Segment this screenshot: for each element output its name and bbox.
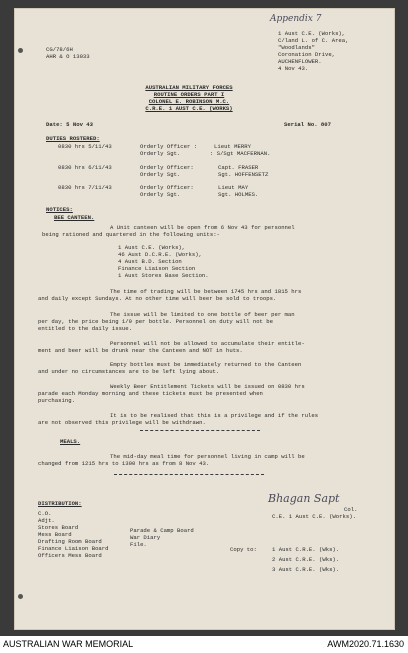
meals-text: The mid-day meal time for personnel living in camp will be — [110, 453, 305, 460]
duty-time: 0830 hrs 5/11/43 — [58, 143, 112, 150]
archive-footer — [0, 636, 408, 653]
signature-rank: Col. — [344, 506, 358, 513]
heading-line: COLONEL E. ROBINSON M.C. — [148, 98, 230, 105]
notice-text: Empty bottles must be immediately returned to the Canteen — [110, 361, 302, 368]
notice-text: The time of trading will be between 1745 hrs and 1815 hrs — [110, 288, 302, 295]
duty-role: Orderly Sgt. — [140, 150, 181, 157]
notice-text: Weekly Beer Entitlement Tickets will be issued on 0830 hrs — [110, 383, 305, 390]
notice-text: and under no circumstances are to be left lying about. — [38, 368, 220, 375]
unit-item: Finance Liaison Section — [118, 265, 196, 272]
address-line: Coronation Drive, — [278, 51, 336, 58]
copy-to-item: 3 Aust C.R.E. (Wks). — [272, 566, 340, 573]
unit-item: 1 Aust Stores Base Section. — [118, 272, 209, 279]
section-divider — [140, 430, 260, 431]
distribution-item: Finance Liaison Board — [38, 545, 109, 552]
duty-role: Orderly Officer: — [140, 164, 194, 171]
duty-name: Lieut MAY — [218, 184, 249, 191]
distribution-item: War Diary — [130, 534, 161, 541]
section-divider — [114, 474, 264, 475]
unit-item: 1 Aust C.E. (Works), — [118, 244, 186, 251]
address-line: 4 Nov 43. — [278, 65, 309, 72]
duty-name: Lieut MERRY — [214, 143, 251, 150]
distribution-heading: DISTRIBUTION: — [38, 500, 82, 507]
address-line: AUCHENFLOWER. — [278, 58, 322, 65]
serial-number: Serial No. 807 — [284, 121, 331, 128]
archive-source: AUSTRALIAN WAR MEMORIAL — [3, 639, 134, 649]
meals-heading: MEALS. — [60, 438, 81, 445]
order-date: Date: 5 Nov 43 — [46, 121, 93, 128]
notice-text: ment and beer will be drunk near the Canteen and NOT in huts. — [38, 347, 243, 354]
distribution-item: Stores Board — [38, 524, 79, 531]
notice-text: are not observed this privilege will be withdrawn. — [38, 419, 206, 426]
copy-to-label: Copy to: — [230, 546, 257, 553]
notice-text: purchasing. — [38, 397, 75, 404]
notice-text: The issue will be limited to one bottle of beer per man — [110, 311, 295, 318]
unit-item: 4 Aust B.D. Section — [118, 258, 182, 265]
duty-time: 0830 hrs 7/11/43 — [58, 184, 112, 191]
distribution-item: Parade & Camp Board — [130, 527, 194, 534]
distribution-item: File. — [130, 541, 147, 548]
unit-item: 46 Aust D.C.R.E. (Works), — [118, 251, 202, 258]
notice-text: and daily except Sundays. At no other time will beer be sold to troops. — [38, 295, 277, 302]
punch-hole — [18, 594, 23, 599]
duty-name: : S/Sgt MACFERNAN. — [210, 150, 271, 157]
punch-hole — [18, 48, 23, 53]
notice-text: entitled to the daily issue. — [38, 325, 132, 332]
archive-id: AWM2020.71.1630 — [327, 639, 404, 649]
notices-heading: NOTICES: — [46, 206, 73, 213]
handwritten-appendix-note: Appendix 7 — [270, 14, 322, 24]
duties-heading: DUTIES ROSTERED: — [46, 135, 100, 142]
signature-title: C.E. 1 Aust C.E. (Works). — [272, 513, 356, 520]
document-page — [14, 8, 395, 630]
ref-line-1: CG/78/6H — [46, 46, 73, 53]
duty-name: Capt. FRASER — [218, 164, 259, 171]
heading-line: AUSTRALIAN MILITARY FORCES — [145, 84, 233, 91]
distribution-item: Drafting Room Board — [38, 538, 102, 545]
notice-text: It is to be realised that this is a privilege and if the rules — [110, 412, 319, 419]
address-line: "Woodlands" — [278, 44, 315, 51]
distribution-item: Officers Mess Board — [38, 552, 102, 559]
duty-role: Orderly Sgt. — [140, 191, 181, 198]
copy-to-item: 2 Aust C.R.E. (Wks). — [272, 556, 340, 563]
notice-subheading: BEE CANTEEN. — [54, 214, 95, 221]
duty-role: Orderly Officer : — [140, 143, 198, 150]
distribution-item: Adjt. — [38, 517, 55, 524]
heading-line: C.R.E. 1 AUST C.E. (WORKS) — [145, 105, 233, 112]
notice-text: parade each Monday morning and these tickets must be presented when — [38, 390, 263, 397]
duty-name: Sgt. HOFFENSETZ — [218, 171, 269, 178]
duty-name: Sgt. HOLMES. — [218, 191, 259, 198]
distribution-item: C.O. — [38, 510, 52, 517]
copy-to-item: 1 Aust C.R.E. (Wks). — [272, 546, 340, 553]
duty-role: Orderly Sgt. — [140, 171, 181, 178]
notice-text: being rationed and quartered in the following units:- — [42, 231, 220, 238]
handwritten-signature: Bhagan Sapt — [268, 492, 340, 505]
meals-text: changed from 1215 hrs to 1300 hrs as from 8 Nov 43. — [38, 460, 210, 467]
distribution-item: Mess Board — [38, 531, 72, 538]
duty-time: 0830 hrs 6/11/43 — [58, 164, 112, 171]
notice-text: Personnel will not be allowed to accumulate their entitle- — [110, 340, 305, 347]
notice-text: A Unit canteen will be open from 6 Nov 43 for personnel — [110, 224, 295, 231]
ref-line-2: AHR & O 13033 — [46, 53, 90, 60]
address-line: 1 Aust C.E. (Works), — [278, 30, 346, 37]
address-line: C/land L. of C. Area, — [278, 37, 349, 44]
duty-role: Orderly Officer: — [140, 184, 194, 191]
heading-line: ROUTINE ORDERS PART I — [153, 91, 225, 98]
notice-text: per day, the price being 1/9 per bottle. Personnel on duty will not be — [38, 318, 273, 325]
